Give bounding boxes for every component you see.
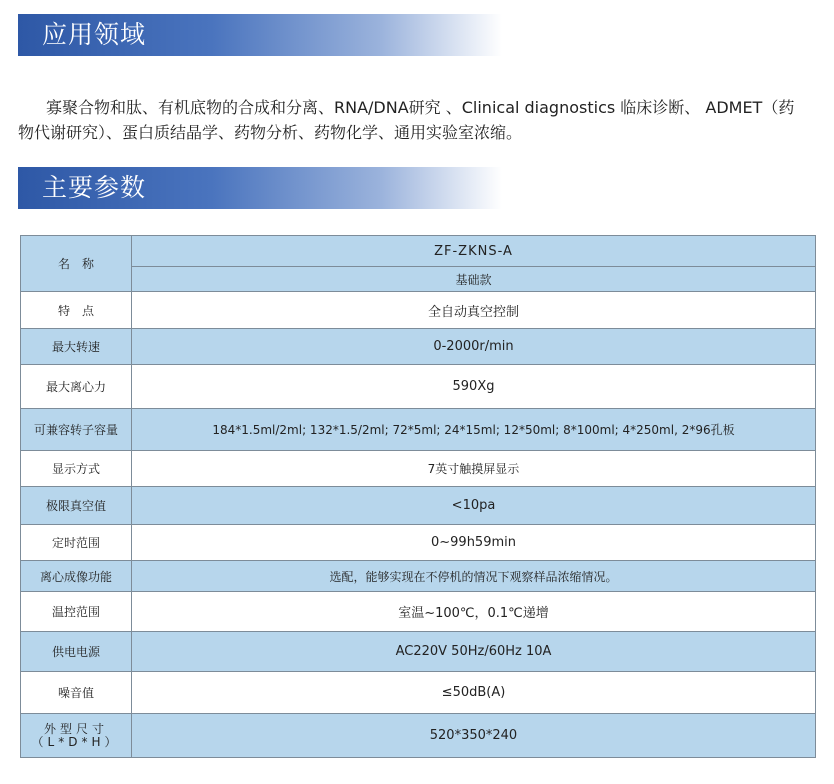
application-description: 寡聚合物和肽、有机底物的合成和分离、RNA/DNA研究 、Clinical diagnostics 临床诊断、 ADMET（药物代谢研究）、蛋白质结晶学、药物分析、药物化学、通用实验室浓缩。: [18, 98, 795, 142]
row-label: 可兼容转子容量: [21, 409, 132, 451]
row-value: 520*350*240: [132, 714, 816, 758]
table-row-header-edition: [21, 267, 816, 292]
table-row: [21, 365, 816, 409]
row-label: 外型尺寸（L*D*H）: [21, 714, 132, 758]
row-label: 离心成像功能: [21, 561, 132, 592]
row-label: 显示方式: [21, 451, 132, 487]
table-header-name: [21, 236, 132, 292]
edition-cell: 基础款: [132, 267, 816, 292]
row-label: 最大离心力: [21, 365, 132, 409]
spec-table: [20, 235, 816, 758]
row-value: AC220V 50Hz/60Hz 10A: [132, 632, 816, 672]
section-title-specs: 主要参数: [42, 173, 147, 202]
model-cell: ZF-ZKNS-A: [132, 236, 816, 267]
table-row: [21, 451, 816, 487]
row-value: 全自动真空控制: [132, 292, 816, 329]
table-row: [21, 292, 816, 329]
row-label: 特 点: [21, 292, 132, 329]
table-row: [21, 592, 816, 632]
table-row: [21, 672, 816, 714]
section-title-application: 应用领域: [42, 20, 147, 49]
row-label: 噪音值: [21, 672, 132, 714]
row-label: 温控范围: [21, 592, 132, 632]
table-row: [21, 329, 816, 365]
table-row: [21, 525, 816, 561]
row-value: 0~99h59min: [132, 525, 816, 561]
table-row: [21, 632, 816, 672]
row-label: 定时范围: [21, 525, 132, 561]
row-label: 极限真空值: [21, 487, 132, 525]
table-row-header-model: [21, 236, 816, 267]
table-row: [21, 487, 816, 525]
row-value: 184*1.5ml/2ml; 132*1.5/2ml; 72*5ml; 24*15ml; 12*50ml; 8*100ml; 4*250ml, 2*96孔板: [132, 409, 816, 451]
table-row: [21, 561, 816, 592]
row-value: 0-2000r/min: [132, 329, 816, 365]
row-value: 590Xg: [132, 365, 816, 409]
row-value: ≤50dB(A): [132, 672, 816, 714]
row-label: 最大转速: [21, 329, 132, 365]
name-label: 名 称: [57, 257, 94, 271]
row-value: 7英寸触摸屏显示: [132, 451, 816, 487]
row-value: 室温~100℃，0.1℃递增: [132, 592, 816, 632]
row-label: 供电电源: [21, 632, 132, 672]
row-value: 选配，能够实现在不停机的情况下观察样品浓缩情况。: [132, 561, 816, 592]
table-row: [21, 714, 816, 758]
section-banner-specs: [18, 167, 502, 209]
table-row: [21, 409, 816, 451]
row-value: <10pa: [132, 487, 816, 525]
section-banner-application: [18, 14, 502, 56]
